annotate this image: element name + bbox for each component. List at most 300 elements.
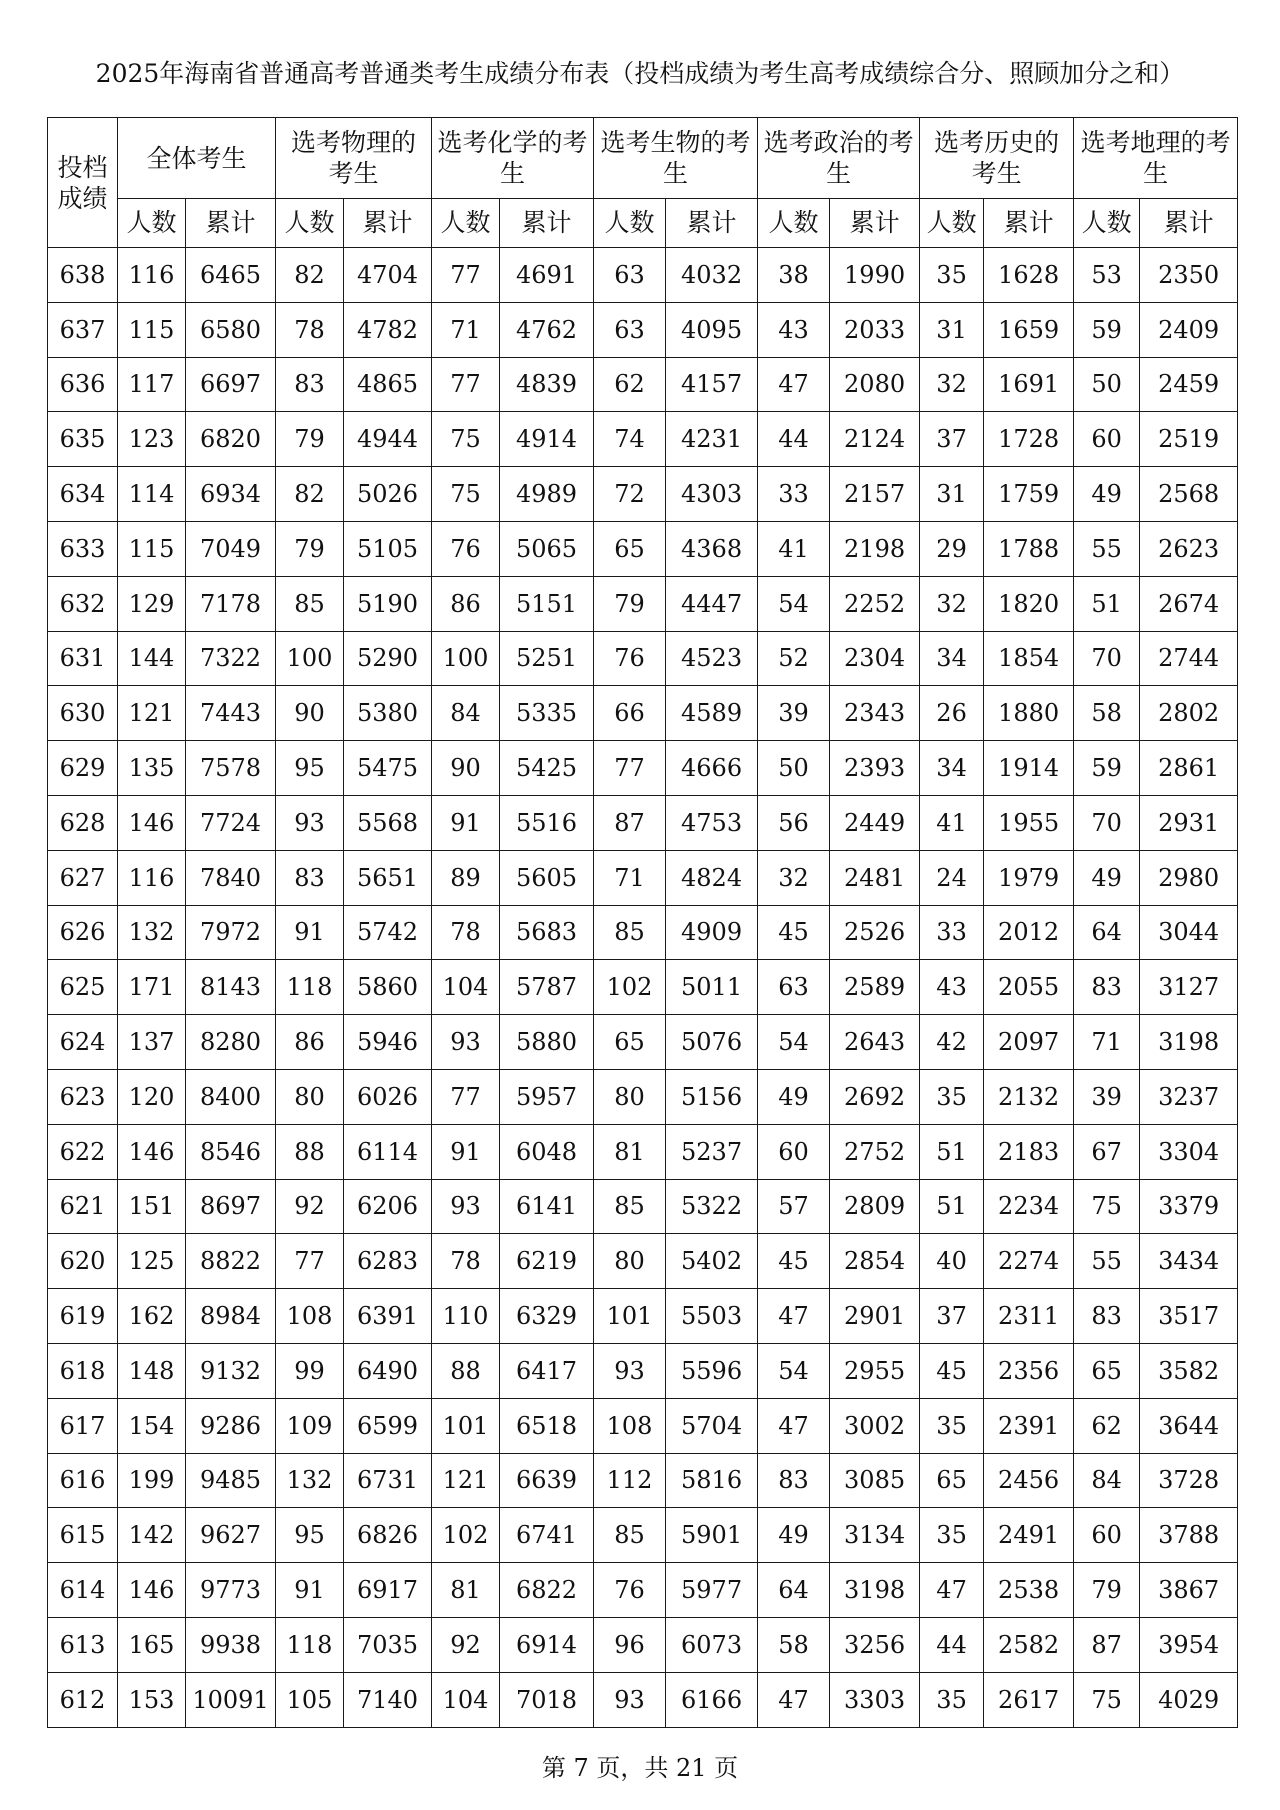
cumulative-cell: 3304 bbox=[1140, 1124, 1238, 1179]
cumulative-cell: 6465 bbox=[186, 248, 276, 303]
count-cell: 81 bbox=[594, 1124, 666, 1179]
cumulative-cell: 2955 bbox=[830, 1343, 920, 1398]
cumulative-cell: 5880 bbox=[500, 1015, 594, 1070]
cumulative-cell: 7724 bbox=[186, 795, 276, 850]
cumulative-header: 累计 bbox=[344, 199, 432, 248]
cumulative-cell: 9132 bbox=[186, 1343, 276, 1398]
cumulative-cell: 2861 bbox=[1140, 741, 1238, 796]
cumulative-cell: 6917 bbox=[344, 1563, 432, 1618]
score-column-header: 投档成绩 bbox=[48, 118, 118, 248]
cumulative-header: 累计 bbox=[500, 199, 594, 248]
cumulative-cell: 2234 bbox=[984, 1179, 1074, 1234]
count-cell: 63 bbox=[594, 248, 666, 303]
cumulative-cell: 8400 bbox=[186, 1069, 276, 1124]
table-row bbox=[48, 1234, 1238, 1289]
cumulative-cell: 1854 bbox=[984, 631, 1074, 686]
count-cell: 83 bbox=[1074, 960, 1140, 1015]
cumulative-cell: 9773 bbox=[186, 1563, 276, 1618]
table-row bbox=[48, 576, 1238, 631]
count-cell: 64 bbox=[758, 1563, 830, 1618]
table-body bbox=[48, 248, 1238, 1728]
count-cell: 49 bbox=[1074, 467, 1140, 522]
count-cell: 92 bbox=[432, 1617, 500, 1672]
count-cell: 53 bbox=[1074, 248, 1140, 303]
cumulative-cell: 4691 bbox=[500, 248, 594, 303]
count-cell: 102 bbox=[432, 1508, 500, 1563]
count-cell: 88 bbox=[432, 1343, 500, 1398]
count-cell: 137 bbox=[118, 1015, 186, 1070]
count-cell: 54 bbox=[758, 1015, 830, 1070]
count-cell: 77 bbox=[594, 741, 666, 796]
count-cell: 91 bbox=[276, 905, 344, 960]
count-cell: 83 bbox=[276, 357, 344, 412]
cumulative-cell: 5860 bbox=[344, 960, 432, 1015]
cumulative-cell: 7049 bbox=[186, 521, 276, 576]
cumulative-cell: 3517 bbox=[1140, 1289, 1238, 1344]
count-cell: 76 bbox=[432, 521, 500, 576]
cumulative-cell: 4157 bbox=[666, 357, 758, 412]
cumulative-cell: 7322 bbox=[186, 631, 276, 686]
cumulative-cell: 2674 bbox=[1140, 576, 1238, 631]
count-header: 人数 bbox=[758, 199, 830, 248]
cumulative-cell: 7972 bbox=[186, 905, 276, 960]
cumulative-cell: 2449 bbox=[830, 795, 920, 850]
score-cell: 631 bbox=[48, 631, 118, 686]
cumulative-cell: 2643 bbox=[830, 1015, 920, 1070]
cumulative-cell: 4865 bbox=[344, 357, 432, 412]
score-cell: 619 bbox=[48, 1289, 118, 1344]
cumulative-cell: 2538 bbox=[984, 1563, 1074, 1618]
count-cell: 32 bbox=[920, 357, 984, 412]
count-cell: 118 bbox=[276, 960, 344, 1015]
count-cell: 146 bbox=[118, 1563, 186, 1618]
cumulative-cell: 9286 bbox=[186, 1398, 276, 1453]
page-title: 2025年海南省普通高考普通类考生成绩分布表（投档成绩为考生高考成绩综合分、照顾加分之和） bbox=[95, 59, 1185, 88]
cumulative-cell: 6417 bbox=[500, 1343, 594, 1398]
cumulative-cell: 5475 bbox=[344, 741, 432, 796]
cumulative-cell: 1759 bbox=[984, 467, 1074, 522]
count-cell: 67 bbox=[1074, 1124, 1140, 1179]
cumulative-cell: 6822 bbox=[500, 1563, 594, 1618]
score-cell: 620 bbox=[48, 1234, 118, 1289]
count-cell: 165 bbox=[118, 1617, 186, 1672]
count-header: 人数 bbox=[276, 199, 344, 248]
count-cell: 65 bbox=[594, 1015, 666, 1070]
score-cell: 622 bbox=[48, 1124, 118, 1179]
cumulative-cell: 1659 bbox=[984, 302, 1074, 357]
count-cell: 49 bbox=[1074, 850, 1140, 905]
cumulative-cell: 3198 bbox=[1140, 1015, 1238, 1070]
count-cell: 40 bbox=[920, 1234, 984, 1289]
group-header-geography: 选考地理的考生 bbox=[1074, 118, 1238, 199]
cumulative-cell: 2980 bbox=[1140, 850, 1238, 905]
cumulative-cell: 5190 bbox=[344, 576, 432, 631]
count-cell: 45 bbox=[920, 1343, 984, 1398]
cumulative-cell: 3954 bbox=[1140, 1617, 1238, 1672]
cumulative-cell: 2356 bbox=[984, 1343, 1074, 1398]
cumulative-cell: 7578 bbox=[186, 741, 276, 796]
count-cell: 79 bbox=[1074, 1563, 1140, 1618]
count-cell: 75 bbox=[1074, 1179, 1140, 1234]
count-cell: 60 bbox=[758, 1124, 830, 1179]
cumulative-cell: 5742 bbox=[344, 905, 432, 960]
count-cell: 112 bbox=[594, 1453, 666, 1508]
count-cell: 74 bbox=[594, 412, 666, 467]
cumulative-cell: 6114 bbox=[344, 1124, 432, 1179]
table-row bbox=[48, 741, 1238, 796]
cumulative-cell: 4753 bbox=[666, 795, 758, 850]
count-cell: 42 bbox=[920, 1015, 984, 1070]
count-cell: 31 bbox=[920, 467, 984, 522]
count-cell: 82 bbox=[276, 248, 344, 303]
cumulative-cell: 5516 bbox=[500, 795, 594, 850]
count-cell: 51 bbox=[1074, 576, 1140, 631]
count-cell: 80 bbox=[594, 1234, 666, 1289]
table-row bbox=[48, 1289, 1238, 1344]
table-row bbox=[48, 302, 1238, 357]
count-cell: 144 bbox=[118, 631, 186, 686]
count-cell: 43 bbox=[920, 960, 984, 1015]
count-cell: 129 bbox=[118, 576, 186, 631]
count-cell: 33 bbox=[920, 905, 984, 960]
count-header: 人数 bbox=[1074, 199, 1140, 248]
cumulative-cell: 2409 bbox=[1140, 302, 1238, 357]
table-row bbox=[48, 1069, 1238, 1124]
count-cell: 101 bbox=[594, 1289, 666, 1344]
count-cell: 58 bbox=[1074, 686, 1140, 741]
cumulative-cell: 8697 bbox=[186, 1179, 276, 1234]
cumulative-cell: 3867 bbox=[1140, 1563, 1238, 1618]
cumulative-cell: 2752 bbox=[830, 1124, 920, 1179]
count-cell: 47 bbox=[758, 357, 830, 412]
cumulative-cell: 1820 bbox=[984, 576, 1074, 631]
count-cell: 70 bbox=[1074, 631, 1140, 686]
cumulative-cell: 3788 bbox=[1140, 1508, 1238, 1563]
cumulative-cell: 6048 bbox=[500, 1124, 594, 1179]
count-cell: 132 bbox=[276, 1453, 344, 1508]
cumulative-cell: 2459 bbox=[1140, 357, 1238, 412]
count-cell: 44 bbox=[920, 1617, 984, 1672]
count-cell: 72 bbox=[594, 467, 666, 522]
score-cell: 618 bbox=[48, 1343, 118, 1398]
cumulative-cell: 1979 bbox=[984, 850, 1074, 905]
cumulative-cell: 2589 bbox=[830, 960, 920, 1015]
cumulative-cell: 5076 bbox=[666, 1015, 758, 1070]
cumulative-cell: 4029 bbox=[1140, 1672, 1238, 1727]
cumulative-cell: 2901 bbox=[830, 1289, 920, 1344]
cumulative-cell: 5816 bbox=[666, 1453, 758, 1508]
count-cell: 43 bbox=[758, 302, 830, 357]
cumulative-cell: 7140 bbox=[344, 1672, 432, 1727]
score-cell: 637 bbox=[48, 302, 118, 357]
count-cell: 93 bbox=[432, 1179, 500, 1234]
count-cell: 49 bbox=[758, 1069, 830, 1124]
group-header-chemistry: 选考化学的考生 bbox=[432, 118, 594, 199]
cumulative-cell: 5651 bbox=[344, 850, 432, 905]
cumulative-cell: 2183 bbox=[984, 1124, 1074, 1179]
table-row bbox=[48, 795, 1238, 850]
cumulative-cell: 6141 bbox=[500, 1179, 594, 1234]
cumulative-cell: 7018 bbox=[500, 1672, 594, 1727]
count-cell: 93 bbox=[594, 1672, 666, 1727]
cumulative-cell: 9485 bbox=[186, 1453, 276, 1508]
count-cell: 65 bbox=[920, 1453, 984, 1508]
cumulative-cell: 5290 bbox=[344, 631, 432, 686]
count-cell: 71 bbox=[1074, 1015, 1140, 1070]
cumulative-cell: 2274 bbox=[984, 1234, 1074, 1289]
cumulative-cell: 6206 bbox=[344, 1179, 432, 1234]
cumulative-cell: 6599 bbox=[344, 1398, 432, 1453]
score-cell: 629 bbox=[48, 741, 118, 796]
cumulative-cell: 2033 bbox=[830, 302, 920, 357]
count-cell: 45 bbox=[758, 1234, 830, 1289]
table-row bbox=[48, 905, 1238, 960]
cumulative-cell: 6826 bbox=[344, 1508, 432, 1563]
count-cell: 120 bbox=[118, 1069, 186, 1124]
cumulative-cell: 3256 bbox=[830, 1617, 920, 1672]
count-cell: 88 bbox=[276, 1124, 344, 1179]
count-cell: 86 bbox=[432, 576, 500, 631]
count-cell: 114 bbox=[118, 467, 186, 522]
cumulative-cell: 2055 bbox=[984, 960, 1074, 1015]
count-cell: 100 bbox=[276, 631, 344, 686]
cumulative-cell: 4914 bbox=[500, 412, 594, 467]
count-cell: 110 bbox=[432, 1289, 500, 1344]
cumulative-cell: 2931 bbox=[1140, 795, 1238, 850]
cumulative-cell: 4523 bbox=[666, 631, 758, 686]
count-cell: 81 bbox=[432, 1563, 500, 1618]
count-cell: 49 bbox=[758, 1508, 830, 1563]
count-cell: 47 bbox=[758, 1289, 830, 1344]
count-cell: 55 bbox=[1074, 1234, 1140, 1289]
cumulative-cell: 1990 bbox=[830, 248, 920, 303]
count-cell: 146 bbox=[118, 795, 186, 850]
count-cell: 116 bbox=[118, 850, 186, 905]
cumulative-cell: 3237 bbox=[1140, 1069, 1238, 1124]
count-cell: 63 bbox=[758, 960, 830, 1015]
cumulative-cell: 10091 bbox=[186, 1672, 276, 1727]
cumulative-cell: 6166 bbox=[666, 1672, 758, 1727]
cumulative-cell: 5380 bbox=[344, 686, 432, 741]
count-cell: 116 bbox=[118, 248, 186, 303]
cumulative-cell: 5156 bbox=[666, 1069, 758, 1124]
count-cell: 91 bbox=[432, 1124, 500, 1179]
count-cell: 104 bbox=[432, 1672, 500, 1727]
cumulative-cell: 1691 bbox=[984, 357, 1074, 412]
count-cell: 85 bbox=[594, 1179, 666, 1234]
sub-header-row bbox=[48, 199, 1238, 248]
group-header-biology: 选考生物的考生 bbox=[594, 118, 758, 199]
cumulative-cell: 5237 bbox=[666, 1124, 758, 1179]
table-row bbox=[48, 1508, 1238, 1563]
table-row bbox=[48, 1672, 1238, 1727]
cumulative-cell: 8143 bbox=[186, 960, 276, 1015]
cumulative-cell: 2124 bbox=[830, 412, 920, 467]
cumulative-cell: 2623 bbox=[1140, 521, 1238, 576]
count-cell: 75 bbox=[432, 412, 500, 467]
cumulative-cell: 6580 bbox=[186, 302, 276, 357]
count-header: 人数 bbox=[432, 199, 500, 248]
count-cell: 153 bbox=[118, 1672, 186, 1727]
cumulative-cell: 2854 bbox=[830, 1234, 920, 1289]
cumulative-cell: 2456 bbox=[984, 1453, 1074, 1508]
cumulative-cell: 4944 bbox=[344, 412, 432, 467]
count-cell: 162 bbox=[118, 1289, 186, 1344]
count-header: 人数 bbox=[118, 199, 186, 248]
cumulative-cell: 7178 bbox=[186, 576, 276, 631]
count-cell: 76 bbox=[594, 1563, 666, 1618]
cumulative-cell: 6283 bbox=[344, 1234, 432, 1289]
cumulative-cell: 1788 bbox=[984, 521, 1074, 576]
cumulative-cell: 5901 bbox=[666, 1508, 758, 1563]
count-cell: 35 bbox=[920, 248, 984, 303]
count-cell: 35 bbox=[920, 1398, 984, 1453]
cumulative-cell: 5605 bbox=[500, 850, 594, 905]
cumulative-cell: 6026 bbox=[344, 1069, 432, 1124]
count-cell: 82 bbox=[276, 467, 344, 522]
cumulative-cell: 7035 bbox=[344, 1617, 432, 1672]
cumulative-cell: 3582 bbox=[1140, 1343, 1238, 1398]
count-cell: 132 bbox=[118, 905, 186, 960]
cumulative-cell: 2692 bbox=[830, 1069, 920, 1124]
cumulative-cell: 2391 bbox=[984, 1398, 1074, 1453]
cumulative-cell: 5787 bbox=[500, 960, 594, 1015]
cumulative-cell: 5683 bbox=[500, 905, 594, 960]
cumulative-cell: 3303 bbox=[830, 1672, 920, 1727]
count-cell: 66 bbox=[594, 686, 666, 741]
cumulative-cell: 4303 bbox=[666, 467, 758, 522]
cumulative-header: 累计 bbox=[666, 199, 758, 248]
count-cell: 115 bbox=[118, 521, 186, 576]
cumulative-cell: 5335 bbox=[500, 686, 594, 741]
count-cell: 77 bbox=[432, 357, 500, 412]
count-cell: 121 bbox=[118, 686, 186, 741]
cumulative-cell: 3728 bbox=[1140, 1453, 1238, 1508]
table-row bbox=[48, 631, 1238, 686]
cumulative-cell: 8984 bbox=[186, 1289, 276, 1344]
count-cell: 51 bbox=[920, 1179, 984, 1234]
score-cell: 616 bbox=[48, 1453, 118, 1508]
cumulative-cell: 1880 bbox=[984, 686, 1074, 741]
cumulative-cell: 6820 bbox=[186, 412, 276, 467]
count-cell: 35 bbox=[920, 1508, 984, 1563]
table-row bbox=[48, 412, 1238, 467]
cumulative-cell: 2157 bbox=[830, 467, 920, 522]
cumulative-cell: 2350 bbox=[1140, 248, 1238, 303]
cumulative-cell: 4589 bbox=[666, 686, 758, 741]
count-cell: 118 bbox=[276, 1617, 344, 1672]
count-cell: 83 bbox=[276, 850, 344, 905]
count-cell: 51 bbox=[920, 1124, 984, 1179]
score-cell: 630 bbox=[48, 686, 118, 741]
cumulative-cell: 2519 bbox=[1140, 412, 1238, 467]
table-row bbox=[48, 248, 1238, 303]
table-row bbox=[48, 960, 1238, 1015]
count-cell: 77 bbox=[432, 1069, 500, 1124]
count-cell: 79 bbox=[276, 412, 344, 467]
cumulative-cell: 4824 bbox=[666, 850, 758, 905]
score-cell: 624 bbox=[48, 1015, 118, 1070]
count-cell: 47 bbox=[758, 1672, 830, 1727]
count-cell: 121 bbox=[432, 1453, 500, 1508]
cumulative-cell: 3085 bbox=[830, 1453, 920, 1508]
count-cell: 95 bbox=[276, 741, 344, 796]
cumulative-cell: 4704 bbox=[344, 248, 432, 303]
cumulative-cell: 6731 bbox=[344, 1453, 432, 1508]
cumulative-cell: 6490 bbox=[344, 1343, 432, 1398]
count-cell: 117 bbox=[118, 357, 186, 412]
cumulative-cell: 7443 bbox=[186, 686, 276, 741]
count-cell: 105 bbox=[276, 1672, 344, 1727]
count-cell: 108 bbox=[594, 1398, 666, 1453]
cumulative-cell: 5251 bbox=[500, 631, 594, 686]
cumulative-cell: 2393 bbox=[830, 741, 920, 796]
count-cell: 58 bbox=[758, 1617, 830, 1672]
table-row bbox=[48, 1015, 1238, 1070]
count-cell: 154 bbox=[118, 1398, 186, 1453]
count-cell: 60 bbox=[1074, 412, 1140, 467]
score-cell: 632 bbox=[48, 576, 118, 631]
table-row bbox=[48, 686, 1238, 741]
count-cell: 47 bbox=[920, 1563, 984, 1618]
table-row bbox=[48, 1124, 1238, 1179]
cumulative-header: 累计 bbox=[186, 199, 276, 248]
cumulative-header: 累计 bbox=[984, 199, 1074, 248]
cumulative-cell: 5322 bbox=[666, 1179, 758, 1234]
count-cell: 83 bbox=[1074, 1289, 1140, 1344]
cumulative-cell: 3198 bbox=[830, 1563, 920, 1618]
cumulative-cell: 2526 bbox=[830, 905, 920, 960]
cumulative-cell: 6219 bbox=[500, 1234, 594, 1289]
count-cell: 32 bbox=[920, 576, 984, 631]
cumulative-cell: 4762 bbox=[500, 302, 594, 357]
cumulative-header: 累计 bbox=[830, 199, 920, 248]
count-cell: 39 bbox=[758, 686, 830, 741]
cumulative-cell: 5402 bbox=[666, 1234, 758, 1289]
count-cell: 26 bbox=[920, 686, 984, 741]
cumulative-cell: 7840 bbox=[186, 850, 276, 905]
count-cell: 85 bbox=[594, 905, 666, 960]
score-cell: 634 bbox=[48, 467, 118, 522]
count-cell: 63 bbox=[594, 302, 666, 357]
score-cell: 635 bbox=[48, 412, 118, 467]
count-cell: 92 bbox=[276, 1179, 344, 1234]
count-cell: 125 bbox=[118, 1234, 186, 1289]
count-cell: 91 bbox=[432, 795, 500, 850]
count-cell: 35 bbox=[920, 1069, 984, 1124]
count-header: 人数 bbox=[920, 199, 984, 248]
cumulative-cell: 4989 bbox=[500, 467, 594, 522]
cumulative-header: 累计 bbox=[1140, 199, 1238, 248]
count-cell: 101 bbox=[432, 1398, 500, 1453]
count-cell: 39 bbox=[1074, 1069, 1140, 1124]
cumulative-cell: 2802 bbox=[1140, 686, 1238, 741]
cumulative-cell: 6914 bbox=[500, 1617, 594, 1672]
cumulative-cell: 2491 bbox=[984, 1508, 1074, 1563]
cumulative-cell: 5503 bbox=[666, 1289, 758, 1344]
cumulative-cell: 6391 bbox=[344, 1289, 432, 1344]
count-cell: 79 bbox=[594, 576, 666, 631]
count-cell: 76 bbox=[594, 631, 666, 686]
count-header: 人数 bbox=[594, 199, 666, 248]
cumulative-cell: 9938 bbox=[186, 1617, 276, 1672]
count-cell: 171 bbox=[118, 960, 186, 1015]
table-row bbox=[48, 357, 1238, 412]
table-row bbox=[48, 850, 1238, 905]
cumulative-cell: 5011 bbox=[666, 960, 758, 1015]
count-cell: 62 bbox=[594, 357, 666, 412]
cumulative-cell: 3002 bbox=[830, 1398, 920, 1453]
